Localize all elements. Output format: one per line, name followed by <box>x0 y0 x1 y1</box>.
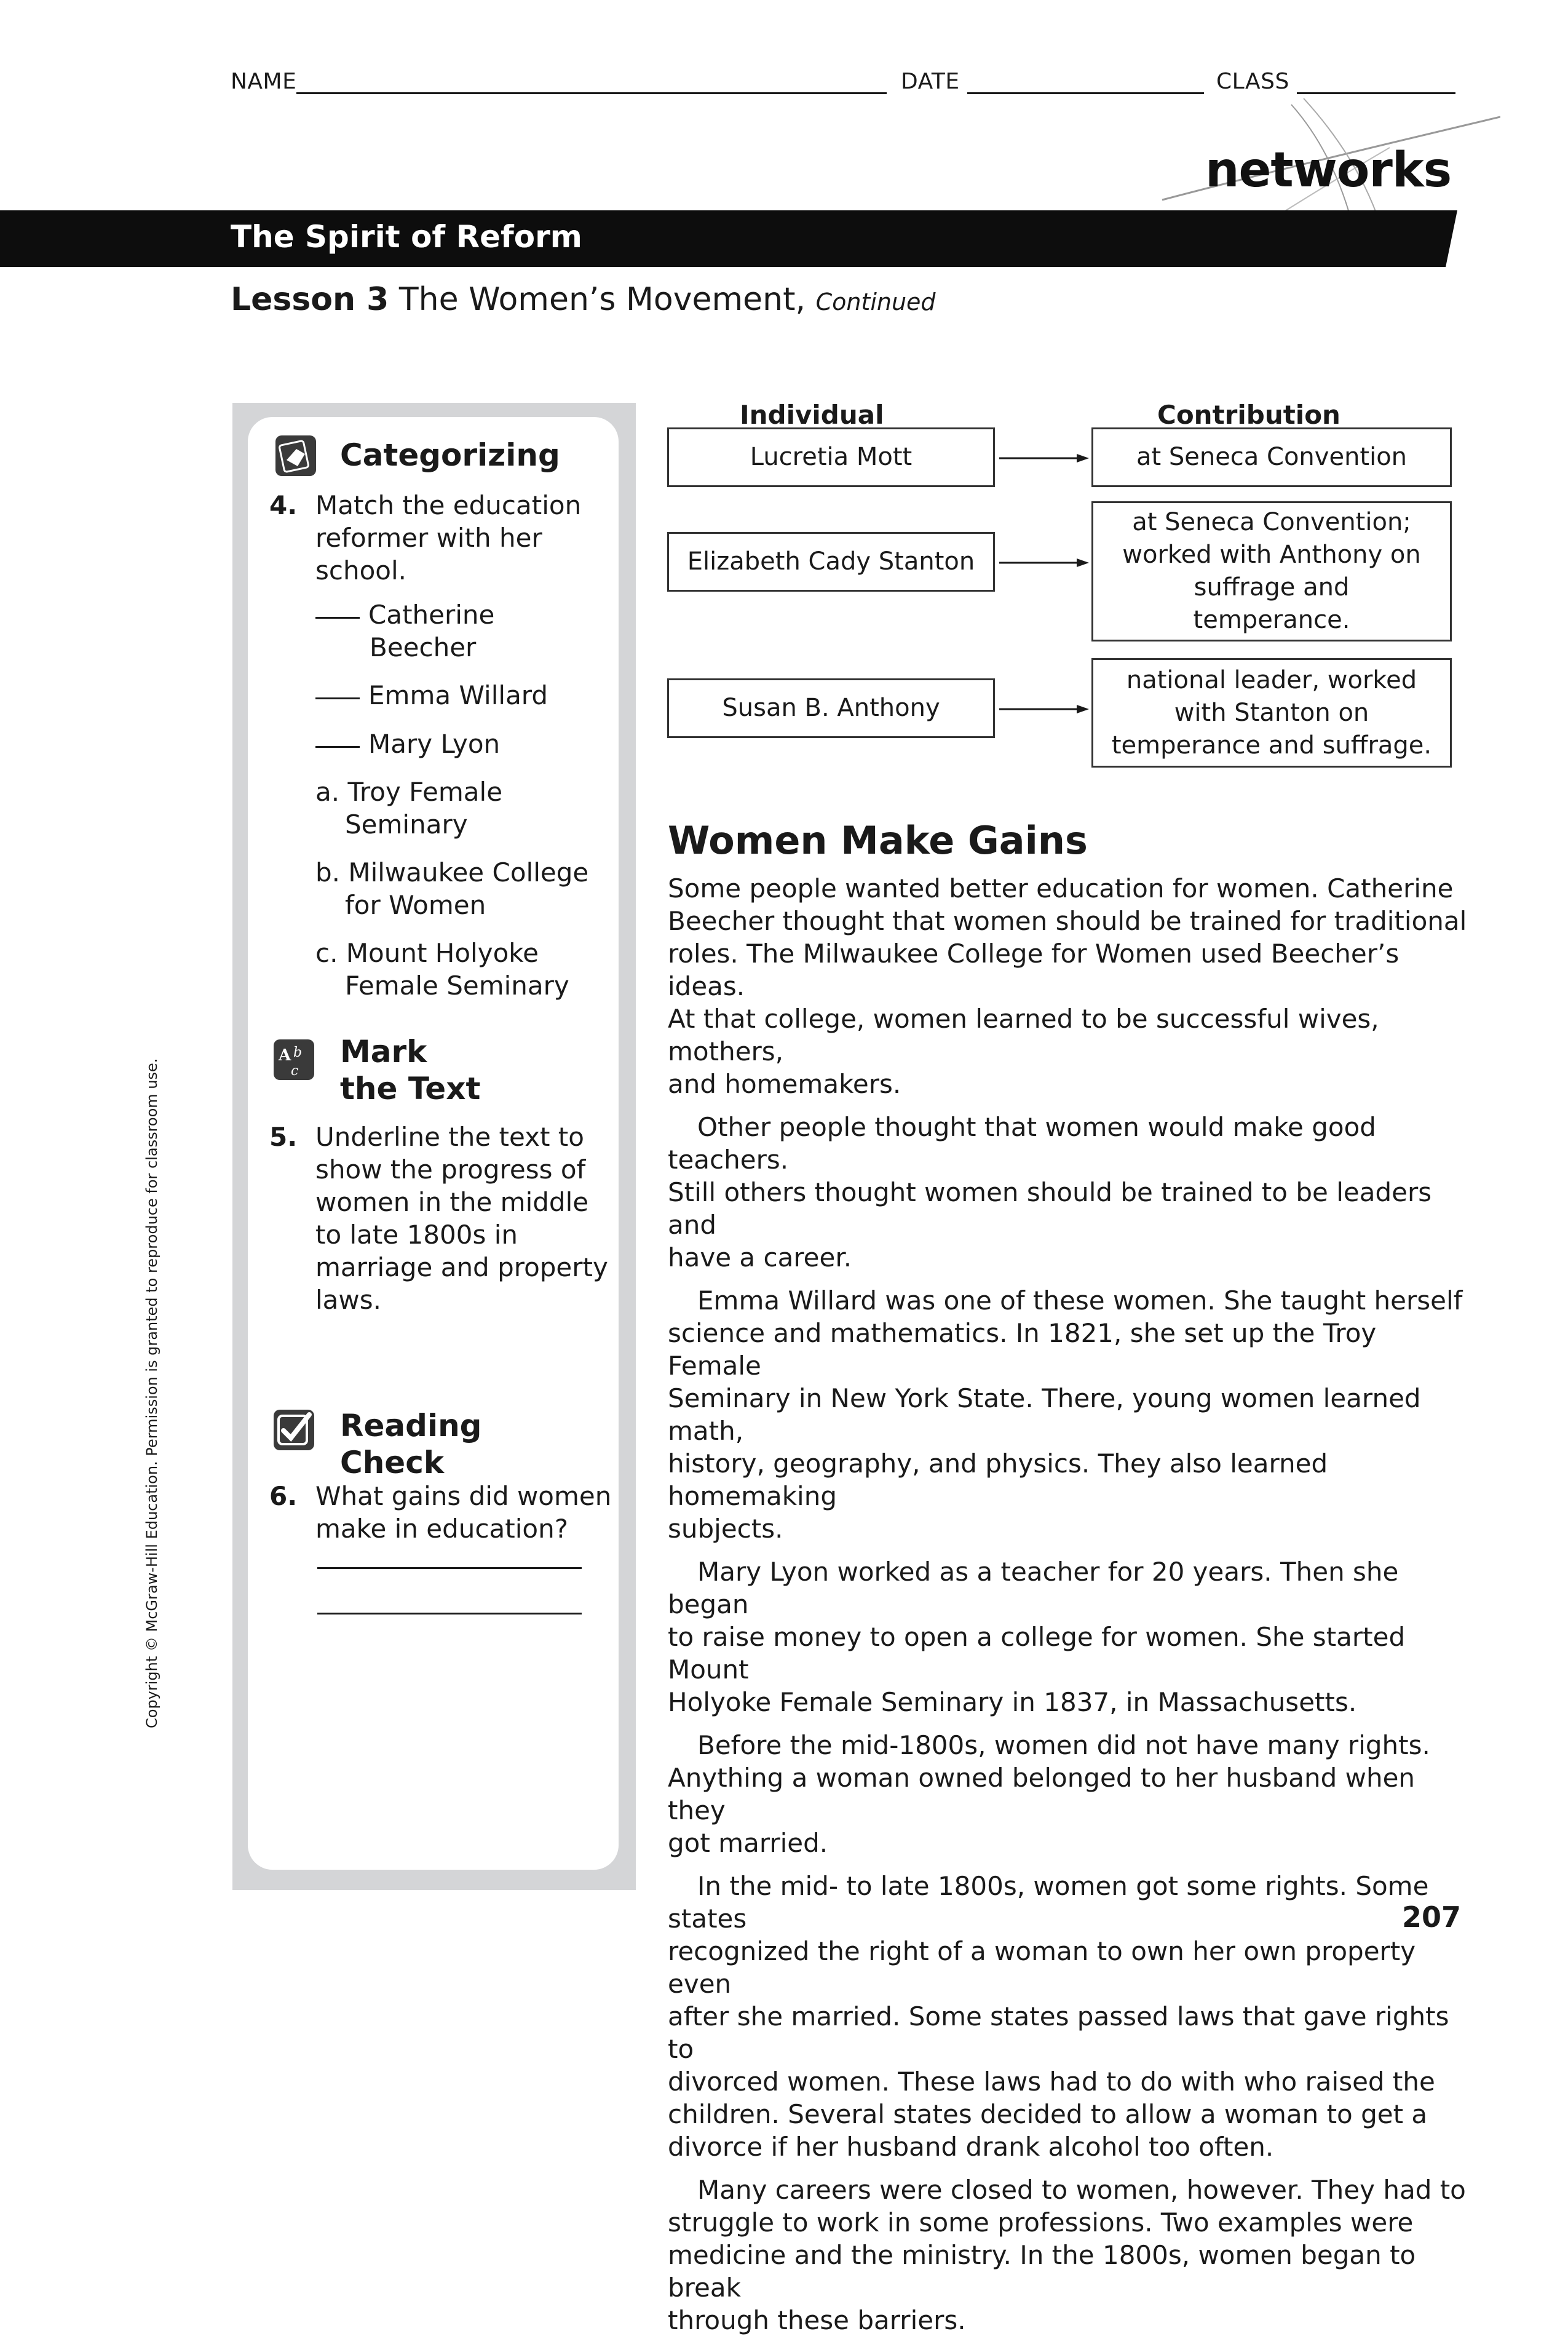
individual-box-mott <box>667 427 995 487</box>
svg-text:c: c <box>291 1063 299 1079</box>
checkmark-icon <box>274 1410 314 1450</box>
name-line <box>296 71 887 94</box>
date-field[interactable] <box>901 69 1204 94</box>
option-a <box>315 776 502 841</box>
date-line <box>967 71 1204 94</box>
question-6-line: What gains did women <box>315 1481 612 1511</box>
contribution-line: temperance. <box>1193 606 1350 634</box>
categorizing-hand-icon <box>275 435 316 476</box>
answer-line-2[interactable] <box>317 1613 582 1614</box>
date-label: DATE <box>901 69 960 94</box>
question-5-line: marriage and property <box>315 1252 608 1282</box>
contribution-line: worked with Anthony on <box>1122 541 1421 569</box>
question-4-line: school. <box>315 555 407 586</box>
abc-mark-icon <box>274 1039 314 1080</box>
chapter-title: The Spirit of Reform <box>231 219 582 255</box>
option-line: Female Seminary <box>345 971 569 1001</box>
match-label: Emma Willard <box>368 680 548 710</box>
contribution-box-anthony <box>1091 658 1452 768</box>
answer-blank[interactable] <box>315 746 360 748</box>
lesson-continued: Continued <box>815 288 936 316</box>
match-item-willard[interactable] <box>315 679 548 712</box>
question-4-text <box>315 489 581 587</box>
page-number: 207 <box>1402 1900 1462 1934</box>
heading-line: Check <box>340 1445 445 1480</box>
question-5-line: show the progress of <box>315 1154 586 1185</box>
paragraph: Many careers were closed to women, however. They had to struggle to work in some professions. Two examples were medicine and the ministry. In the 1800s, women began to break through these barriers. <box>668 2175 1466 2335</box>
individual-column-heading: Individual <box>740 400 884 430</box>
contribution-line: suffrage and <box>1194 573 1350 602</box>
option-line: for Women <box>345 890 486 920</box>
arrow-right-icon <box>999 554 1090 572</box>
question-6-line: make in education? <box>315 1514 568 1544</box>
heading-line: Mark <box>340 1034 427 1070</box>
paragraph: In the mid- to late 1800s, women got some rights. Some states recognized the right of a woman to own her own property even after she married. Some states passed laws that gave rights to divorced women. These laws had to do with who raised the children. Several states decided to allow a woman to get a divorce if her husband drank alcohol too often. <box>668 1871 1449 2162</box>
question-5-text <box>315 1121 608 1316</box>
question-5-line: laws. <box>315 1285 381 1315</box>
class-line <box>1297 71 1455 94</box>
match-label: Catherine <box>368 600 495 630</box>
option-line: Seminary <box>345 809 468 840</box>
reading-check-heading <box>340 1407 481 1481</box>
paragraph: Before the mid-1800s, women did not have many rights. Anything a woman owned belonged to her husband when they got married. <box>668 1730 1430 1858</box>
categorizing-heading: Categorizing <box>340 437 560 473</box>
answer-blank[interactable] <box>315 617 360 619</box>
individual-box-anthony <box>667 678 995 738</box>
name-label: NAME <box>231 69 297 94</box>
question-4-line: Match the education <box>315 490 582 520</box>
paragraph: Emma Willard was one of these women. She taught herself science and mathematics. In 1821, she set up the Troy Female Seminary in New York State. There, young women learned math, history, geography, and physics. They also learned homemaking subjects. <box>668 1285 1463 1544</box>
question-4-line: reformer with her <box>315 523 542 553</box>
contribution-column-heading: Contribution <box>1157 400 1340 430</box>
svg-text:b: b <box>293 1045 303 1060</box>
question-4-number: 4. <box>269 490 298 520</box>
name-field[interactable] <box>231 69 887 94</box>
individual-name: Elizabeth Cady Stanton <box>687 547 975 576</box>
individual-box-stanton <box>667 532 995 592</box>
match-label: Beecher <box>370 632 477 662</box>
match-label: Mary Lyon <box>368 729 501 759</box>
individual-name: Lucretia Mott <box>750 443 913 471</box>
option-c <box>315 937 569 1002</box>
contribution-line: national leader, worked <box>1126 665 1417 694</box>
answer-blank[interactable] <box>315 697 360 699</box>
contribution-line: at Seneca Convention; <box>1132 508 1411 536</box>
lesson-heading <box>231 281 936 318</box>
lesson-number: Lesson 3 <box>231 281 389 318</box>
lesson-title: The Women’s Movement, <box>398 281 806 318</box>
section-body <box>668 872 1467 2347</box>
question-6-number: 6. <box>269 1481 298 1511</box>
answer-line-1[interactable] <box>317 1567 582 1569</box>
heading-line: Reading <box>340 1408 482 1444</box>
arrow-right-icon <box>999 449 1090 467</box>
paragraph: Mary Lyon worked as a teacher for 20 years. Then she began to raise money to open a college for women. She started Mount Holyoke Female Seminary in 1837, in Massachusetts. <box>668 1557 1406 1717</box>
heading-line: the Text <box>340 1071 481 1106</box>
class-label: CLASS <box>1216 69 1289 94</box>
class-field[interactable] <box>1216 69 1455 94</box>
contribution-line: at Seneca Convention <box>1136 443 1408 471</box>
svg-text:A: A <box>279 1046 291 1065</box>
match-item-lyon[interactable] <box>315 728 500 760</box>
option-line: c. Mount Holyoke <box>315 938 539 968</box>
contribution-line: temperance and suffrage. <box>1111 731 1432 760</box>
match-item-beecher[interactable] <box>315 598 494 664</box>
question-5-line: Underline the text to <box>315 1122 584 1152</box>
contribution-line: with Stanton on <box>1174 698 1369 727</box>
paragraph: Some people wanted better education for women. Catherine Beecher thought that women should be trained for traditional roles. The Milwaukee College for Women used Beecher’s ideas. At that college, women learned to be successful wives, mothers, and homemakers. <box>668 873 1467 1099</box>
contribution-box-mott <box>1091 427 1452 487</box>
individual-name: Susan B. Anthony <box>722 694 940 722</box>
copyright-notice: Copyright © McGraw-Hill Education. Permission is granted to reproduce for classroom use. <box>143 1058 160 1728</box>
chapter-banner <box>0 210 1457 267</box>
option-line: b. Milwaukee College <box>315 857 589 888</box>
question-5-line: to late 1800s in <box>315 1220 518 1250</box>
arrow-right-icon <box>999 700 1090 718</box>
option-b <box>315 856 588 921</box>
contribution-box-stanton <box>1091 501 1452 641</box>
question-6-text <box>315 1480 611 1545</box>
networks-logo: networks <box>1205 143 1452 198</box>
question-5-line: women in the middle <box>315 1187 589 1217</box>
option-line: a. Troy Female <box>315 777 503 807</box>
mark-text-heading <box>340 1033 480 1107</box>
section-title: Women Make Gains <box>668 818 1088 863</box>
paragraph: Other people thought that women would make good teachers. Still others thought women should be trained to be leaders and have a career. <box>668 1112 1432 1273</box>
question-5-number: 5. <box>269 1122 298 1152</box>
